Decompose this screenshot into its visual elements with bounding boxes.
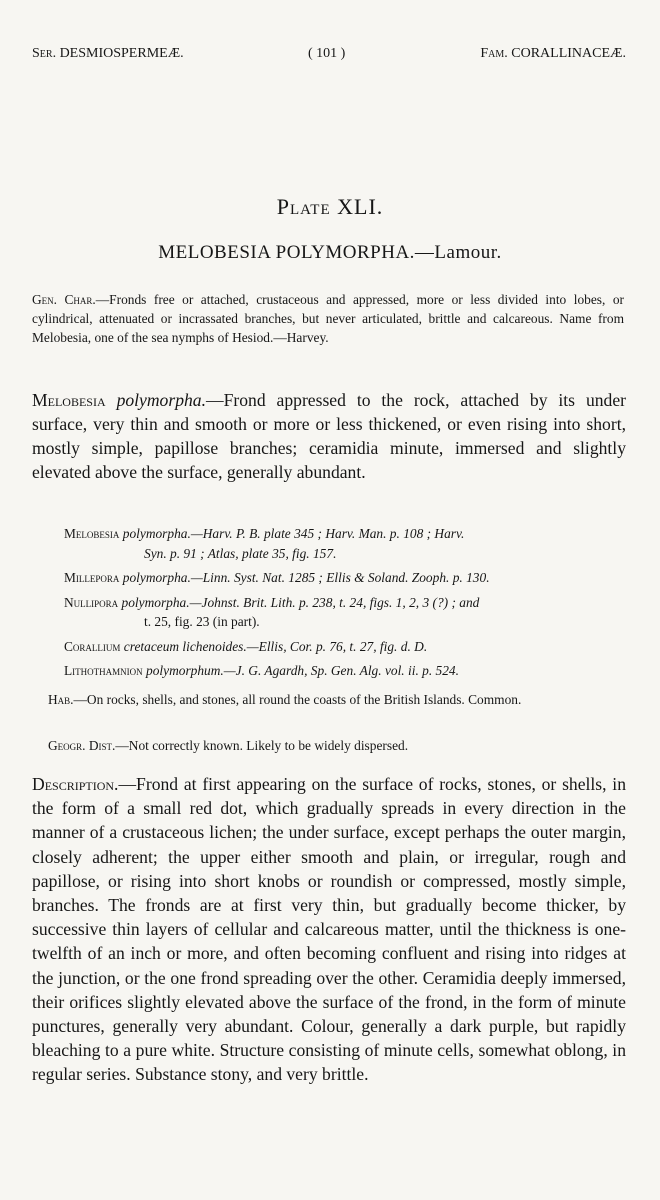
- diagnosis-epithet: polymorpha.: [116, 390, 206, 410]
- synonym-genus: Millepora: [64, 570, 120, 585]
- synonym-entry: [64, 637, 624, 657]
- gen-char-label: Gen. Char.: [32, 292, 96, 307]
- plate-title: Plate XLI.: [276, 194, 384, 219]
- synonym-citation: polymorpha.—Johnst. Brit. Lith. p. 238, t. 24, figs. 1, 2, 3 (?) ; and: [121, 594, 480, 610]
- species-title: MELOBESIA POLYMORPHA.—Lamour.: [158, 242, 502, 263]
- synonym-genus: Nullipora: [64, 594, 119, 610]
- synonymy-list: [64, 524, 624, 686]
- gen-char-text: —Fronds free or attached, crustaceous and appressed, more or less divided into lobes, or cylindrical, attenuated or incrassated branches, but never articulated, brittle and calcareous. Name from Melobesia, one of the sea nymphs of Hesiod.—Harvey.: [32, 292, 624, 345]
- habitat: [32, 690, 624, 710]
- page-number: ( 101 ): [308, 46, 346, 61]
- description-text: —Frond at first appearing on the surface of rocks, stones, or shells, in the form of a small red dot, which gradually spreads in every direction in the manner of a crustaceous lichen; the under surface, except perhaps the outer margin, closely adherent; the upper either smooth and plain, or irregular, rough and papillose, or rising into short knobs or roundish or compressed, mostly simple, branches. The fronds are at first very thin, but gradually become thicker, by successive thin layers of cellular and calcareous matter, until the thickness is one-twelfth of an inch or more, and often becoming confluent and rising into ridges at the junction, or the one frond spreading over the other. Ceramidia deeply immersed, their orifices slightly elevated above the surface of the frond, in the form of minute punctures, generally very abundant. Colour, generally a dark purple, but rapidly bleaching to a pure white. Structure consisting of minute cells, somewhat oblong, in regular series. Substance stony, and very brittle.: [32, 774, 626, 1085]
- description-label: Description.: [32, 774, 119, 794]
- species-diagnosis: [32, 388, 626, 484]
- geogr-text: —Not correctly known. Likely to be widely dispersed.: [115, 738, 409, 753]
- geographic-distribution: [48, 736, 624, 755]
- synonym-citation: polymorpha.—Harv. P. B. plate 345 ; Harv. Man. p. 108 ; Harv.: [122, 526, 465, 541]
- description: [32, 772, 626, 1087]
- running-head: [32, 46, 626, 66]
- geogr-label: Geogr. Dist.: [48, 738, 116, 753]
- synonym-genus: Corallium: [64, 638, 121, 654]
- hab-label: Hab.: [48, 692, 74, 707]
- synonym-entry: [64, 593, 624, 632]
- synonym-citation: cretaceum lichenoides.—Ellis, Cor. p. 76, t. 27, fig. d. D.: [123, 638, 428, 654]
- generic-character: [32, 290, 624, 347]
- synonym-genus: Lithothamnion: [64, 663, 143, 678]
- synonym-citation-cont: Syn. p. 91 ; Atlas, plate 35, fig. 157.: [144, 545, 337, 561]
- synonym-entry: [64, 661, 624, 681]
- synonym-citation: polymorpha.—Linn. Syst. Nat. 1285 ; Ellis & Soland. Zooph. p. 130.: [122, 570, 490, 585]
- diagnosis-text: —Frond appressed to the rock, attached by its under surface, very thin and smooth or more or less thickened, or even rising into short, mostly simple, papillose branches; ceramidia minute, immersed and slightly elevated above the surface, generally abundant.: [32, 390, 627, 482]
- family-name: Fam. CORALLINACEÆ.: [480, 46, 626, 61]
- synonym-genus: Melobesia: [64, 526, 120, 541]
- synonym-entry: [64, 568, 624, 588]
- hab-text: —On rocks, shells, and stones, all round the coasts of the British Islands. Common.: [73, 692, 522, 707]
- diagnosis-genus: Melobesia: [32, 390, 106, 410]
- synonym-entry: [64, 524, 624, 563]
- synonym-citation-cont: t. 25, fig. 23 (in part).: [144, 614, 260, 629]
- series-name: Ser. DESMIOSPERMEÆ.: [32, 46, 184, 61]
- synonym-citation: polymorphum.—J. G. Agardh, Sp. Gen. Alg. vol. ii. p. 524.: [146, 663, 459, 678]
